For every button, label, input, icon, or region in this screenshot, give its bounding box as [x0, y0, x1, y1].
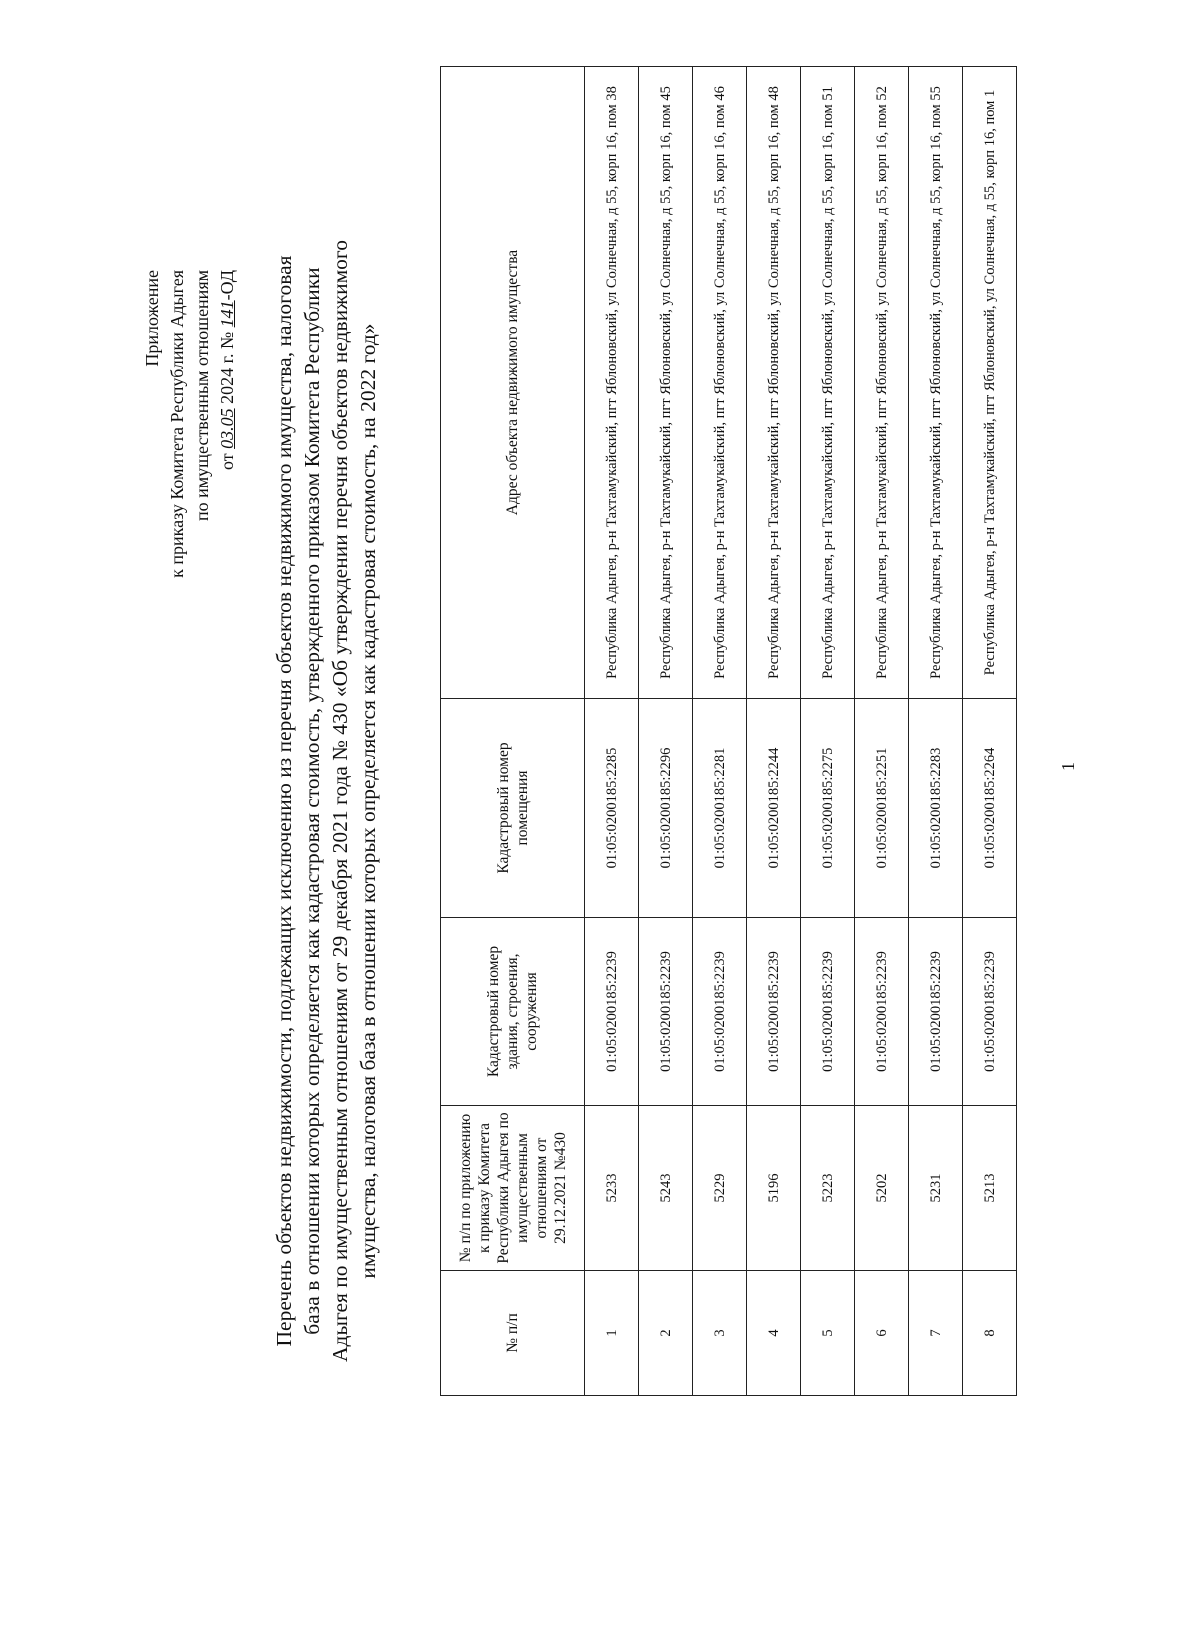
cell-room: 01:05:0200185:2296 — [639, 699, 693, 918]
cell-building: 01:05:0200185:2239 — [855, 918, 909, 1106]
table-header-row — [441, 67, 585, 1396]
cell-num: 4 — [747, 1271, 801, 1396]
cell-address: Республика Адыгея, р-н Тахтамукайский, пгт Яблоновский, ул Солнечная, д 55, корп 16, пом 55 — [909, 67, 963, 699]
header-ref: № п/п по приложению к приказу Комитета Республики Адыгея по имущественным отношениям от 29.12.2021 №430 — [441, 1106, 585, 1271]
cell-num: 3 — [693, 1271, 747, 1396]
document-title — [270, 151, 382, 1451]
appendix-order-ref: к приказу Комитета Республики Адыгея — [167, 270, 187, 578]
cell-ref: 5196 — [747, 1106, 801, 1271]
header-num: № п/п — [441, 1271, 585, 1396]
cell-building: 01:05:0200185:2239 — [963, 918, 1017, 1106]
cell-address: Республика Адыгея, р-н Тахтамукайский, пгт Яблоновский, ул Солнечная, д 55, корп 16, пом 48 — [747, 67, 801, 699]
table-row — [855, 67, 909, 1396]
cell-building: 01:05:0200185:2239 — [585, 918, 639, 1106]
table-row — [801, 67, 855, 1396]
cell-room: 01:05:0200185:2275 — [801, 699, 855, 918]
order-prefix: от — [217, 453, 237, 471]
cell-address: Республика Адыгея, р-н Тахтамукайский, пгт Яблоновский, ул Солнечная, д 55, корп 16, пом 38 — [585, 67, 639, 699]
title-line: имущества, налоговая база в отношении которых определяется как кадастровая стоимость, на 2022 год» — [356, 323, 380, 1279]
cell-building: 01:05:0200185:2239 — [639, 918, 693, 1106]
cell-ref: 5202 — [855, 1106, 909, 1271]
order-year: 2024 г. № — [217, 331, 237, 404]
cell-ref: 5233 — [585, 1106, 639, 1271]
title-line: Перечень объектов недвижимости, подлежащих исключению из перечня объектов недвижимого имущества, налоговая — [272, 255, 296, 1347]
table-row — [693, 67, 747, 1396]
cell-room: 01:05:0200185:2285 — [585, 699, 639, 918]
table-row — [585, 67, 639, 1396]
cell-num: 6 — [855, 1271, 909, 1396]
order-date: 03.05 — [217, 408, 237, 449]
table-row — [909, 67, 963, 1396]
order-suffix: -ОД — [217, 270, 237, 301]
cell-room: 01:05:0200185:2244 — [747, 699, 801, 918]
cell-num: 8 — [963, 1271, 1017, 1396]
cell-ref: 5223 — [801, 1106, 855, 1271]
appendix-committee: по имущественным отношениям — [192, 270, 212, 521]
table-row — [963, 67, 1017, 1396]
header-building-cadastral: Кадастровый номер здания, строения, сооружения — [441, 918, 585, 1106]
appendix-label: Приложение — [142, 270, 162, 367]
title-line: Адыгея по имущественным отношениям от 29 декабря 2021 года № 430 «Об утверждении перечня объектов недвижимого — [328, 240, 352, 1362]
cell-building: 01:05:0200185:2239 — [801, 918, 855, 1106]
appendix-header — [140, 270, 240, 578]
table-row — [747, 67, 801, 1396]
cell-ref: 5213 — [963, 1106, 1017, 1271]
cell-num: 2 — [639, 1271, 693, 1396]
cell-building: 01:05:0200185:2239 — [747, 918, 801, 1106]
title-line: база в отношении которых определяется как кадастровая стоимость, утвержденного приказом Комитета Республики — [300, 267, 324, 1335]
cell-address: Республика Адыгея, р-н Тахтамукайский, пгт Яблоновский, ул Солнечная, д 55, корп 16, пом 1 — [963, 67, 1017, 699]
cell-ref: 5231 — [909, 1106, 963, 1271]
cell-num: 5 — [801, 1271, 855, 1396]
cell-building: 01:05:0200185:2239 — [909, 918, 963, 1106]
cell-address: Республика Адыгея, р-н Тахтамукайский, пгт Яблоновский, ул Солнечная, д 55, корп 16, пом 51 — [801, 67, 855, 699]
cell-ref: 5243 — [639, 1106, 693, 1271]
cell-address: Республика Адыгея, р-н Тахтамукайский, пгт Яблоновский, ул Солнечная, д 55, корп 16, пом 46 — [693, 67, 747, 699]
page-number: 1 — [1058, 762, 1078, 771]
properties-table — [440, 66, 1017, 1396]
cell-room: 01:05:0200185:2251 — [855, 699, 909, 918]
cell-address: Республика Адыгея, р-н Тахтамукайский, пгт Яблоновский, ул Солнечная, д 55, корп 16, пом 45 — [639, 67, 693, 699]
cell-ref: 5229 — [693, 1106, 747, 1271]
cell-num: 7 — [909, 1271, 963, 1396]
cell-room: 01:05:0200185:2281 — [693, 699, 747, 918]
order-number: 141 — [217, 300, 237, 328]
cell-building: 01:05:0200185:2239 — [693, 918, 747, 1106]
cell-num: 1 — [585, 1271, 639, 1396]
appendix-order-line — [215, 270, 240, 578]
cell-room: 01:05:0200185:2264 — [963, 699, 1017, 918]
cell-address: Республика Адыгея, р-н Тахтамукайский, пгт Яблоновский, ул Солнечная, д 55, корп 16, пом 52 — [855, 67, 909, 699]
header-room-cadastral: Кадастровый номер помещения — [441, 699, 585, 918]
header-address: Адрес объекта недвижимого имущества — [441, 67, 585, 699]
cell-room: 01:05:0200185:2283 — [909, 699, 963, 918]
table-row — [639, 67, 693, 1396]
